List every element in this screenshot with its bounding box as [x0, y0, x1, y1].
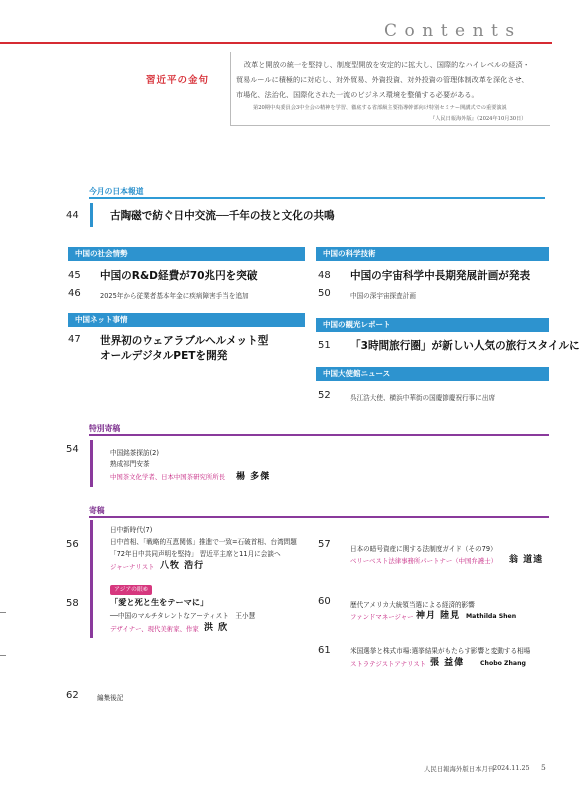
article-subtitle: ──中国のマルチタレントなアーティスト 王小慧 — [110, 612, 256, 620]
author-role: デザイナー、現代美術家、作家 — [110, 625, 199, 633]
accent-bar — [90, 203, 93, 227]
author-role: ベリーベスト法律事務所パートナー（中国弁護士） — [350, 557, 497, 565]
header-rule — [0, 42, 552, 44]
page-number: 62 — [66, 690, 79, 701]
page-number: 47 — [68, 334, 81, 345]
author-name: 神月 陸見 — [416, 611, 461, 621]
author-role: ファンドマネージャー — [350, 613, 414, 621]
quote-line-1: 改革と開放の統一を堅持し、制度型開放を安定的に拡大し、国際的なハイレベルの経済・ — [244, 60, 530, 69]
section-rule — [89, 434, 549, 436]
quote-label: 習近平の金句 — [146, 75, 210, 86]
article-title[interactable]: 呉江浩大使、横浜中華街の国慶節慶祝行事に出席 — [350, 394, 496, 402]
page-number: 48 — [318, 270, 331, 281]
article-title[interactable]: 「3時間旅行圏」が新しい人気の旅行スタイルに — [350, 340, 580, 352]
crop-mark — [0, 655, 6, 656]
author-role: 中国茶文化学者、日本中国茶研究所所長 — [110, 473, 226, 481]
page-number: 54 — [66, 444, 79, 455]
page-number: 51 — [318, 340, 331, 351]
quote-line-3: 市場化、法治化、国際化された一流のビジネス環境を整備する必要がある。 — [236, 90, 479, 99]
quote-line-2: 貿易ルールに積極的に対応し、対外貿易、外資投資、対外投資の管理体制改革を深化させ、 — [236, 75, 529, 84]
article-title[interactable]: 古陶磁で紡ぐ日中交流──千年の技と文化の共鳴 — [110, 210, 335, 222]
page-number: 46 — [68, 288, 81, 299]
section-label-special: 特別寄稿 — [89, 424, 121, 433]
accent-bar — [90, 520, 93, 638]
page-number: 60 — [318, 596, 331, 607]
article-subtitle: 熟成祁門安茶 — [110, 460, 150, 468]
section-band-embassy: 中国大使館ニュース — [316, 367, 549, 381]
section-label-contrib: 寄稿 — [89, 506, 105, 515]
quote-source-date: 『人民日報海外版』（2024年10月30日） — [430, 116, 527, 122]
section-band-science: 中国の科学技術 — [316, 247, 549, 261]
section-label-japan-news: 今月の日本報道 — [89, 187, 144, 196]
page-number: 52 — [318, 390, 331, 401]
article-title-line-2[interactable]: オールデジタルPETを開発 — [100, 350, 228, 362]
footer-page-number: 5 — [541, 763, 546, 772]
author-name: 翁 道逵 — [509, 555, 544, 565]
section-band-tourism: 中国の観光レポート — [316, 318, 549, 332]
article-title[interactable]: 中国のR&D経費が70兆円を突破 — [100, 270, 258, 282]
author-name: 洪 欣 — [204, 623, 229, 633]
page-number: 58 — [66, 598, 79, 609]
page-number: 57 — [318, 539, 331, 550]
article-title[interactable]: 中国の深宇宙探査計画 — [350, 292, 416, 300]
article-title[interactable]: 「愛と死と生をテーマに」 — [110, 597, 209, 607]
contents-heading: Contents — [384, 21, 522, 41]
page-number: 44 — [66, 210, 79, 221]
article-title-line-2[interactable]: 「72年日中共同声明を堅持」 習近平主席と11月に会談へ — [110, 550, 281, 558]
quote-source: 第20期中央委員会3中全会の精神を学習、徹底する省部級主要指導幹部向け特別セミナー開講式での重要演説 — [253, 105, 507, 111]
article-title[interactable]: 歴代アメリカ大統領当選による経済的影響 — [350, 601, 475, 609]
author-role: ジャーナリスト — [110, 563, 155, 571]
author-name: 張 益偉 — [430, 658, 465, 668]
article-title[interactable]: 中国の宇宙科学中長期発展計画が発表 — [350, 270, 531, 282]
crop-mark — [0, 612, 6, 613]
author-name-roman: Chobo Zhang — [480, 660, 526, 667]
author-name-roman: Mathilda Shen — [466, 613, 517, 620]
article-title[interactable]: 世界初のウェアラブルヘルメット型 — [100, 335, 269, 347]
footer-publication: 人民日報海外版日本月刊 — [424, 765, 495, 773]
series-tag: アジアの眼⑥ — [110, 585, 152, 595]
page-number: 50 — [318, 288, 331, 299]
section-rule — [89, 516, 549, 518]
author-name: 楊 多傑 — [236, 472, 271, 482]
accent-bar — [90, 440, 93, 487]
page-number: 61 — [318, 645, 331, 656]
article-title[interactable]: 米国選挙と株式市場:選挙結果がもたらす影響と変動する相場 — [350, 647, 531, 655]
section-band-society: 中国の社会情勢 — [68, 247, 305, 261]
article-title[interactable]: 2025年から従業者基本年金に疾病障害手当を追加 — [100, 292, 249, 300]
article-title[interactable]: 編集後記 — [97, 694, 124, 702]
article-title[interactable]: 日中首相、「戦略的互恵関係」推進で一致=石破首相、台湾問題 — [110, 538, 297, 546]
section-band-net: 中国ネット事情 — [68, 313, 305, 327]
series-label: 日中新時代(7) — [110, 526, 153, 534]
page-number: 45 — [68, 270, 81, 281]
article-title[interactable]: 日本の暗号資産に関する法制度ガイド（その79） — [350, 545, 497, 553]
page-number: 56 — [66, 539, 79, 550]
author-role: ストラテジストアナリスト — [350, 660, 427, 668]
author-name: 八牧 浩行 — [160, 561, 205, 571]
footer-date: 2024.11.25 — [493, 764, 530, 772]
article-title[interactable]: 中国銘茶探訪(2) — [110, 449, 159, 457]
section-rule — [89, 197, 545, 199]
